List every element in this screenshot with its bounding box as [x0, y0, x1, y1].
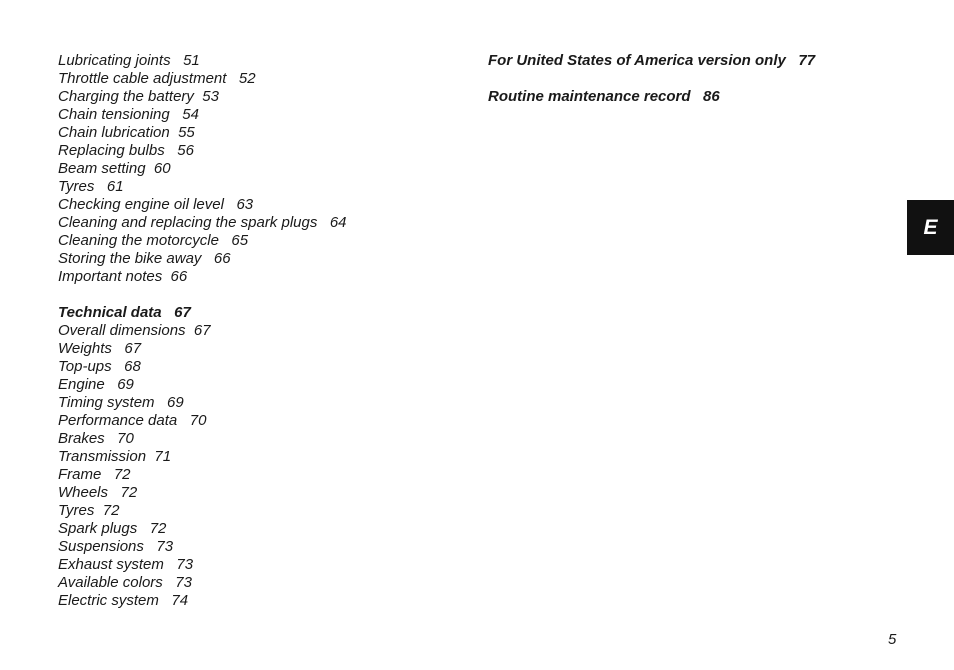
toc-entry: Performance data 70 — [58, 412, 207, 429]
toc-heading-usa-version: For United States of America version only 77 — [488, 52, 816, 69]
toc-heading-maintenance-record: Routine maintenance record 86 — [488, 88, 720, 105]
toc-entry: Cleaning the motorcycle 65 — [58, 232, 249, 249]
toc-entry: Top-ups 68 — [58, 358, 141, 375]
toc-entry: Overall dimensions 67 — [58, 322, 211, 339]
toc-entry: Chain tensioning 54 — [58, 106, 199, 123]
toc-entry: Storing the bike away 66 — [58, 250, 231, 267]
toc-entry: Lubricating joints 51 — [58, 52, 200, 69]
toc-entry: Cleaning and replacing the spark plugs 64 — [58, 214, 347, 231]
toc-entry: Engine 69 — [58, 376, 134, 393]
toc-entry: Timing system 69 — [58, 394, 184, 411]
toc-entry: Tyres 61 — [58, 178, 124, 195]
toc-entry: Wheels 72 — [58, 484, 138, 501]
toc-entry: Frame 72 — [58, 466, 131, 483]
toc-entry: Electric system 74 — [58, 592, 189, 609]
toc-entry: Available colors 73 — [58, 574, 192, 591]
toc-entry: Spark plugs 72 — [58, 520, 167, 537]
toc-entry: Exhaust system 73 — [58, 556, 194, 573]
toc-heading-technical-data: Technical data 67 — [58, 304, 191, 321]
page-number: 5 — [888, 631, 897, 648]
toc-entry: Important notes 66 — [58, 268, 188, 285]
toc-entry: Beam setting 60 — [58, 160, 171, 177]
toc-entry: Tyres 72 — [58, 502, 120, 519]
toc-entry: Weights 67 — [58, 340, 142, 357]
toc-entry: Checking engine oil level 63 — [58, 196, 254, 213]
toc-entry: Charging the battery 53 — [58, 88, 219, 105]
spacer — [488, 70, 908, 88]
toc-left-column — [58, 52, 458, 610]
toc-entry: Throttle cable adjustment 52 — [58, 70, 256, 87]
toc-group-technical — [58, 322, 458, 610]
toc-right-column — [488, 52, 908, 106]
toc-entry: Transmission 71 — [58, 448, 172, 465]
toc-entry: Chain lubrication 55 — [58, 124, 195, 141]
spacer — [58, 286, 458, 304]
language-section-tab: E — [907, 200, 954, 255]
toc-entry: Suspensions 73 — [58, 538, 174, 555]
toc-entry: Brakes 70 — [58, 430, 134, 447]
toc-entry: Replacing bulbs 56 — [58, 142, 194, 159]
toc-group-maintenance — [58, 52, 458, 286]
